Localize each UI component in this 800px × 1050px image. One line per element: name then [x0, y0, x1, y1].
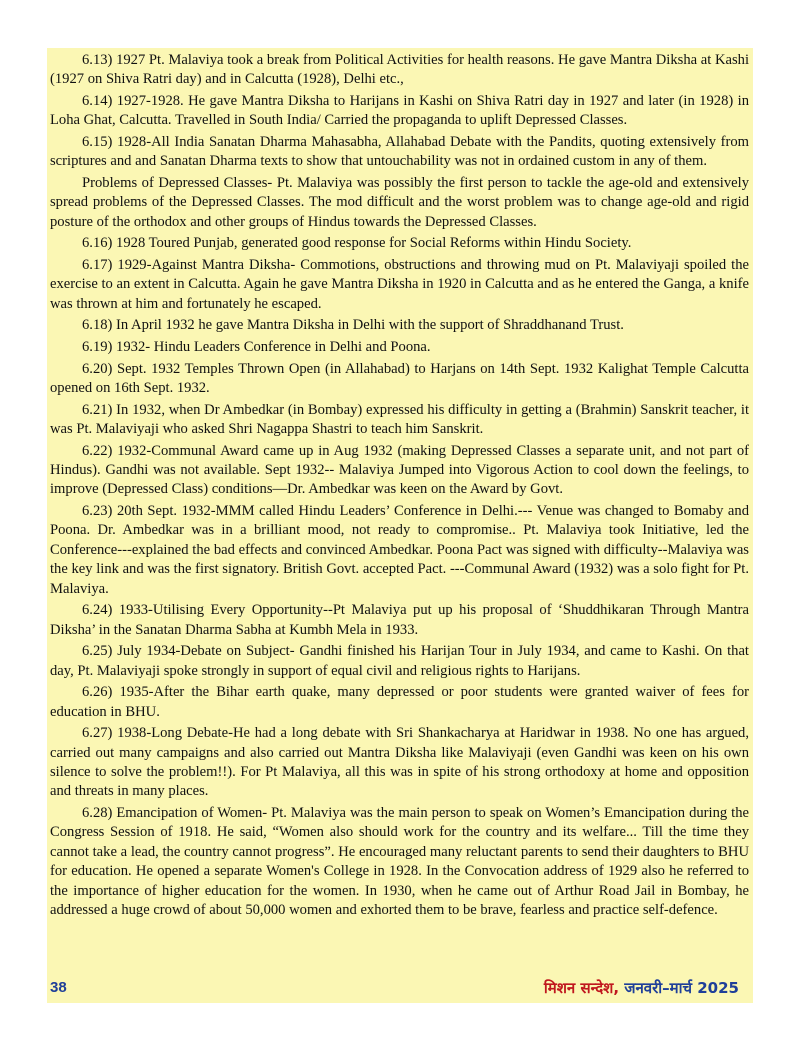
paragraph-6-17: 6.17) 1929-Against Mantra Diksha- Commotions, obstructions and throwing mud on Pt. Malaviyaji spoiled the exercise to an extent in Calcutta. Again he gave Mantra Diksha in 1920 in Calcutta and as he entered the Ganga, a knife was thrown at him and fortunately he escaped.	[50, 257, 749, 312]
paragraph-6-28: 6.28) Emancipation of Women- Pt. Malaviya was the main person to speak on Women’s Emancipation during the Congress Session of 1918. He said, “Women also should work for the country and its welfare... Till the time they cannot take a lead, the country cannot progress”. He encouraged many reluctant parents to send their daughters to BHU for education. He opened a separate Women's College in 1928. In the Convocation address of 1929 also he referred to the importance of higher education for the women. In 1930, when he came out of Arthur Road Jail in Bombay, he addressed a huge crowd of about 50,000 women and exhorted them to be brave, fearless and practice self-defence.	[50, 805, 749, 919]
paragraph-6-18: 6.18) In April 1932 he gave Mantra Diksha in Delhi with the support of Shraddhanand Trust.	[82, 317, 624, 334]
paragraph-6-26: 6.26) 1935-After the Bihar earth quake, many depressed or poor students were granted waiver of fees for education in BHU.	[50, 684, 749, 720]
paragraph-6-13: 6.13) 1927 Pt. Malaviya took a break from Political Activities for health reasons. He gave Mantra Diksha at Kashi (1927 on Shiva Ratri day) and in Calcutta (1928), Delhi etc.,	[50, 52, 749, 88]
paragraph-6-23: 6.23) 20th Sept. 1932-MMM called Hindu Leaders’ Conference in Delhi.--- Venue was changed to Bomaby and Poona. Dr. Ambedkar was in a brilliant mood, not ready to compromise.. Pt. Malaviya took Initiative, led the Conference---explained the bad effects and convinced Ambedkar. Poona Pact was signed with difficulty--Malaviya was the key link and was the first signatory. British Govt. accepted Pact. ---Communal Award (1932) was a solo fight for Pt. Malaviya.	[50, 503, 749, 597]
paragraph-6-14: 6.14) 1927-1928. He gave Mantra Diksha to Harijans in Kashi on Shiva Ratri day in 1927 and later (in 1928) in Loha Ghat, Calcutta. Travelled in South India/ Carried the propaganda to uplift Depressed Classes.	[50, 93, 749, 129]
page-number: 38	[50, 979, 67, 996]
paragraph-6-20: 6.20) Sept. 1932 Temples Thrown Open (in Allahabad) to Harjans on 14th Sept. 1932 Kalighat Temple Calcutta opened on 16th Sept. 1932.	[50, 360, 749, 396]
paragraph-6-27: 6.27) 1938-Long Debate-He had a long debate with Sri Shankacharya at Haridwar in 1938. No one has argued, carried out many campaigns and also carried out Mantra Diksha like Malaviyaji (even Gandhi was keen on his own silence to solve the problem!!). For Pt Malaviya, all this was in spite of his strong orthodoxy at home and opposition and threats in many places.	[50, 725, 749, 800]
magazine-issue-label	[544, 978, 739, 998]
paragraph-6-21: 6.21) In 1932, when Dr Ambedkar (in Bombay) expressed his difficulty in getting a (Brahmin) Sanskrit teacher, it was Pt. Malaviyaji who asked Shri Nagappa Shastri to teach him Sanskrit.	[50, 401, 749, 437]
paragraph-6-15: 6.15) 1928-All India Sanatan Dharma Mahasabha, Allahabad Debate with the Pandits, quoting extensively from scriptures and and Sanatan Dharma texts to show that untouchability was not in ordained custom in any of them.	[50, 134, 749, 170]
paragraph-6-16: 6.16) 1928 Toured Punjab, generated good response for Social Reforms within Hindu Society.	[82, 235, 632, 252]
paragraph-6-25: 6.25) July 1934-Debate on Subject- Gandhi finished his Harijan Tour in July 1934, and came to Kashi. On that day, Pt. Malaviyaji spoke strongly in support of equal civil and religious rights to Harijans.	[50, 643, 749, 679]
issue-date: जनवरी–मार्च 2025	[624, 979, 739, 997]
page-panel	[47, 48, 753, 1003]
paragraph-6-19: 6.19) 1932- Hindu Leaders Conference in Delhi and Poona.	[82, 339, 431, 355]
article-body	[50, 51, 749, 923]
paragraph-depressed-classes: Problems of Depressed Classes- Pt. Malaviya was possibly the first person to tackle the age-old and extensively spread problems of the Depressed Classes. The mod difficult and the worst problem was to change age-old and rigid posture of the orthodox and other groups of Hindus towards the Depressed Classes.	[50, 175, 749, 230]
paragraph-6-24: 6.24) 1933-Utilising Every Opportunity--Pt Malaviya put up his proposal of ‘Shuddhikaran Through Mantra Diksha’ in the Sanatan Dharma Sabha at Kumbh Mela in 1933.	[50, 602, 749, 638]
magazine-name: मिशन सन्देश,	[543, 979, 620, 997]
paragraph-6-22: 6.22) 1932-Communal Award came up in Aug 1932 (making Depressed Classes a separate unit, and not part of Hindus). Gandhi was not available. Sept 1932-- Malaviya Jumped into Vigorous Action to cool down the feelings, to improve (Depressed Class) conditions—Dr. Ambedkar was keen on the Award by Govt.	[50, 442, 749, 498]
page-footer	[50, 978, 739, 1000]
